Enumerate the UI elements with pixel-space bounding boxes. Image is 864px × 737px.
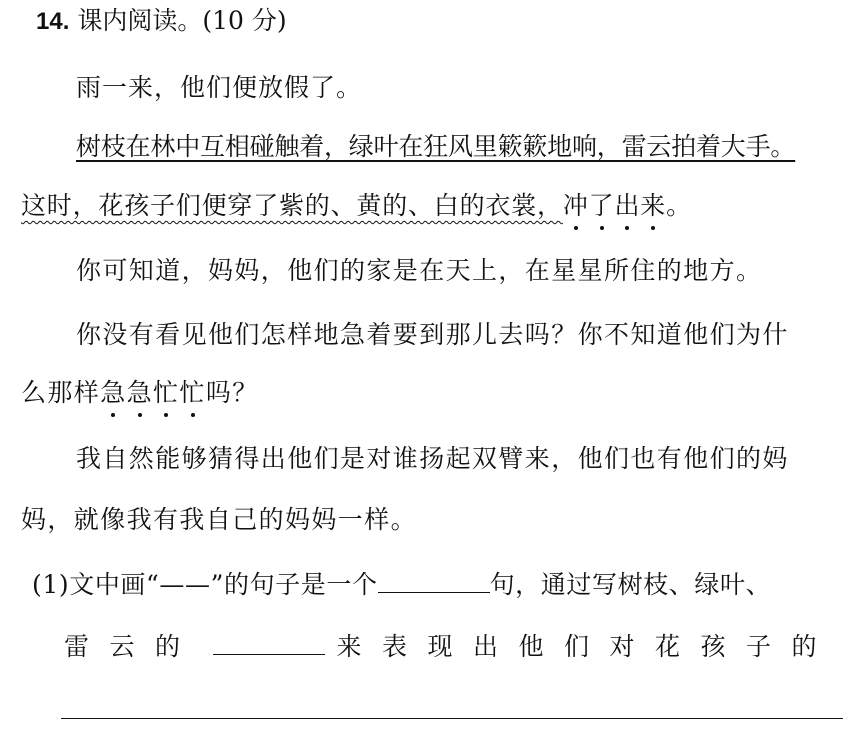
- passage-paragraph-4-line-1: 你没有看见他们怎样地急着要到那儿去吗？你不知道他们为什: [76, 320, 789, 349]
- subquestion-text: 来表现出他们对花孩子的: [336, 632, 838, 661]
- passage-paragraph-5-line-1: 我自然能够猜得出他们是对谁扬起双臂来，他们也有他们的妈: [76, 444, 789, 473]
- dotted-char: 出: [614, 189, 640, 223]
- dotted-char: 急: [100, 376, 126, 410]
- answer-blank-sentence-type[interactable]: [378, 570, 490, 593]
- subquestion-text: 雷云的: [64, 632, 201, 661]
- question-number: 14: [36, 8, 63, 35]
- passage-paragraph-4-line-2: [21, 376, 259, 410]
- sentence-text: 么那样: [21, 378, 101, 407]
- question-title: 课内阅读。(10 分): [77, 6, 287, 35]
- subquestion-text: 句，通过写树枝、绿叶、: [489, 570, 772, 599]
- subquestion-text: (1)文中画“——”的句子是一个: [32, 570, 378, 599]
- sentence-end: 吗？: [205, 378, 259, 407]
- passage-paragraph-5-line-2: 妈，就像我有我自己的妈妈一样。: [21, 505, 418, 534]
- sentence-text: 这时，花孩子们便穿了紫的、黄的、白的衣裳，: [21, 191, 563, 220]
- passage-paragraph-2-line-2: [21, 189, 692, 223]
- subquestion-1-line-1: [32, 568, 771, 602]
- dotted-emphasis-jijimangmang: [100, 378, 206, 407]
- dotted-emphasis-chongliaochulai: [563, 191, 666, 220]
- answer-blank-description[interactable]: [213, 632, 325, 655]
- dotted-char: 急: [127, 376, 153, 410]
- dotted-char: 冲: [563, 189, 589, 223]
- dotted-char: 了: [589, 189, 615, 223]
- dotted-char: 忙: [153, 376, 179, 410]
- passage-paragraph-2-line-1: 树枝在林中互相碰触着，绿叶在狂风里簌簌地响，雷云拍着大手。: [76, 132, 796, 161]
- dotted-char: 忙: [179, 376, 205, 410]
- passage-paragraph-3: 你可知道，妈妈，他们的家是在天上，在星星所住的地方。: [76, 256, 763, 285]
- subquestion-1-line-2: [64, 630, 837, 664]
- answer-blank-line[interactable]: [61, 718, 843, 719]
- dotted-char: 来: [640, 189, 666, 223]
- wavy-underlined-sentence: [21, 191, 666, 220]
- passage-paragraph-1: 雨一来，他们便放假了。: [76, 73, 363, 102]
- question-number-dot: .: [62, 8, 70, 35]
- question-heading: [36, 4, 287, 39]
- sentence-end: 。: [666, 191, 692, 220]
